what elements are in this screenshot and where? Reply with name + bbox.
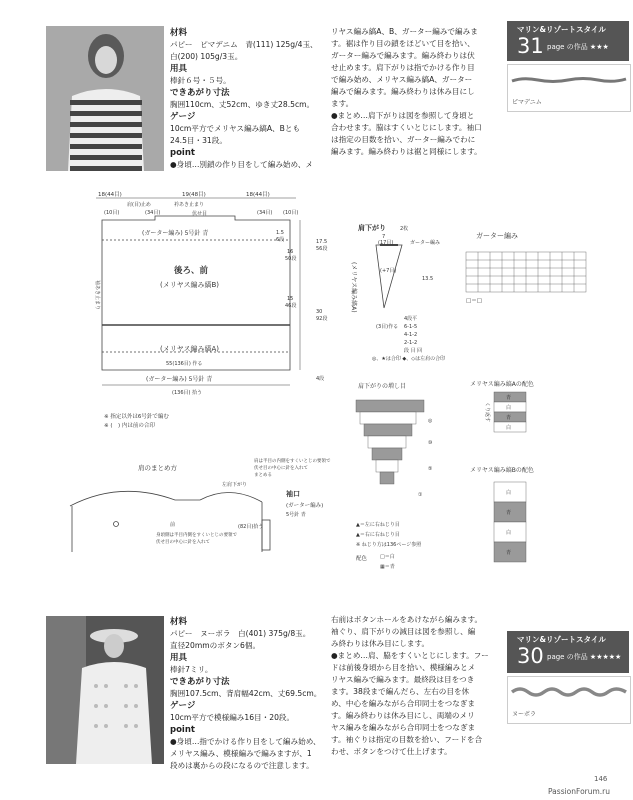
- instruction-line: で編み始め、メリヤス編み縞A、ガーター: [331, 75, 473, 84]
- instructions-bottom: [331, 614, 496, 758]
- instruction-line: ます。38段まで編んだら、左右の目を休: [331, 687, 470, 696]
- stripe-row-label: 青: [506, 415, 512, 421]
- sleeve-pick: (82目)拾う: [238, 524, 264, 530]
- yarn-sample-bottom: [507, 676, 631, 724]
- gauge-label: ゲージ: [170, 701, 196, 711]
- top-label: (34目): [145, 210, 161, 216]
- gauge-line: 10cm平方で模様編み16目・20段。: [170, 713, 295, 722]
- stripe-row-label: 白: [506, 490, 512, 496]
- sleeve-sub: (ガーター編み): [286, 503, 324, 509]
- top-label: 肩(目)止め: [127, 202, 151, 208]
- instruction-line: め、中心を編みながら合印同士をつなぎま: [331, 699, 475, 708]
- shoulder-schematic: [376, 245, 402, 308]
- tools-line: 棒針7ミリ。: [170, 665, 213, 674]
- page-number: 146: [594, 775, 608, 783]
- instruction-line: わせ、ボタンをつけて仕上げます。: [331, 747, 452, 756]
- pattern-diagrams: [0, 180, 633, 590]
- top-label: 伏せ目: [192, 211, 208, 217]
- size-line: 胸囲110cm、丈52cm、ゆき丈28.5cm。: [170, 100, 315, 109]
- shoulder-label: 6-1-5: [404, 324, 418, 330]
- top-label: (10目): [283, 210, 299, 216]
- assembly-label: 伏せ目の中心に針を入れて: [254, 466, 308, 471]
- shoulder-label: 2-1-2: [404, 340, 418, 346]
- repeat-note: くり返す: [484, 402, 490, 423]
- instruction-line: ヤス編みを編みながら合印同士をつなぎま: [331, 723, 476, 732]
- shoulder-label: 13.5: [422, 276, 434, 282]
- dec-title: 肩下がりの増し目: [358, 383, 407, 390]
- model-photo-bottom: [46, 616, 164, 764]
- point-label: point: [170, 725, 195, 735]
- instruction-line: ●まとめ…肩、脇をすくいとじにします。フー: [331, 651, 489, 660]
- watermark: PassionForum.ru: [548, 787, 611, 796]
- yarn-sample-top: [507, 64, 631, 112]
- materials-line: 直径20mmのボタン6個。: [170, 641, 261, 650]
- shoulder-count: 2枚: [400, 226, 409, 232]
- stripe-a-title: メリヤス編み縞Aの配色: [470, 381, 534, 388]
- top-label: 衿あき止まり: [174, 202, 205, 208]
- dec-label: ⑩: [428, 440, 433, 446]
- point-label: point: [170, 148, 195, 158]
- model-photo-top: [46, 26, 164, 171]
- instruction-line: ●まとめ…肩下がりは図を参照して身頃と: [331, 111, 475, 120]
- shoulder-label: ガーター編み: [410, 240, 441, 246]
- dim-label: 17.5: [316, 239, 328, 245]
- banner-page-text: page の作品 ★★★: [547, 43, 609, 51]
- sleeve-needle: 5号針 青: [286, 512, 306, 518]
- instruction-line: み終わりは休み目にします。: [331, 639, 430, 648]
- dim-label: 46段: [285, 303, 297, 309]
- dim-label: 50段: [285, 256, 297, 262]
- banner-number: 30: [517, 644, 544, 668]
- instruction-line: 編みで編みます。編み終わりは休み目にし: [331, 87, 475, 96]
- sleeve-title: 袖口: [286, 490, 300, 498]
- shoulder-label: (17目): [378, 240, 394, 246]
- side-note: 袖あき止まり: [94, 280, 100, 311]
- yarn-strand-icon: [508, 677, 630, 707]
- materials-line: パピー ピマデニム 青(111) 125g/4玉、: [170, 40, 318, 49]
- instruction-line: す。袖ぐりは指定の目数を拾い、フードを合: [331, 735, 483, 744]
- assembly-title: 肩のまとめ方: [138, 464, 177, 472]
- body-schematic: [96, 198, 300, 385]
- width-dim: 18(44目): [246, 192, 270, 198]
- instructions-top: [331, 26, 493, 158]
- body-title: 後ろ、前: [174, 266, 209, 276]
- garter-legend: □＝□: [466, 298, 482, 304]
- shoulder-label: (3目)作る: [376, 324, 399, 330]
- pattern-banner-31: [507, 21, 629, 61]
- note: ※ 指定以外は6号針で編む: [104, 414, 169, 420]
- instruction-line: 袖ぐり、肩下がりの減目は図を参照し、編: [331, 627, 476, 636]
- tools-label: 用具: [170, 64, 188, 74]
- dec-label: ◎: [428, 418, 433, 424]
- banner-title: マリン&リゾートスタイル: [517, 635, 606, 644]
- legend-item: ▲＝右に右ねじり目: [356, 532, 400, 538]
- garter-bottom-label: (ガーター編み) 5号針 青: [146, 376, 213, 383]
- tools-line: 棒針６号・５号。: [170, 76, 231, 85]
- materials-line: パピー ヌーボラ 白(401) 375g/8玉。: [170, 629, 311, 638]
- size-label: できあがり寸法: [170, 677, 230, 687]
- pattern-banner-30: [507, 631, 629, 673]
- dec-chart: [356, 400, 424, 484]
- gauge-label: ゲージ: [170, 112, 196, 122]
- dim-label: 15: [287, 296, 294, 302]
- color-legend-item: □＝白: [380, 554, 395, 560]
- shoulder-label: (+7目): [380, 268, 397, 274]
- shoulder-label: 段 目 回: [404, 348, 423, 354]
- garter-top-label: (ガーター編み) 5号針 青: [142, 230, 209, 237]
- pickup-label: (136目) 拾う: [172, 390, 203, 396]
- garter-chart-title: ガーター編み: [476, 232, 518, 240]
- top-label: (34目): [257, 210, 273, 216]
- point-line: ●身頃…指でかける作り目をして編み始め、: [170, 737, 321, 746]
- width-dim: 19(48目): [182, 192, 206, 198]
- banner-number: 31: [517, 34, 544, 58]
- dim-label: 56段: [316, 246, 328, 252]
- instruction-line: せ止めます。肩下がりは指でかける作り目: [331, 63, 475, 72]
- dim-label: 16: [287, 249, 294, 255]
- instruction-line: は指定の目数を拾い、ガーター編みでわに: [331, 135, 476, 144]
- note: ※ ( ) 内は前の合印: [104, 423, 155, 429]
- legend-item: ※ ねじり方は136ページ参照: [356, 542, 422, 548]
- materials-label: 材料: [170, 28, 188, 38]
- dim-label: 30: [316, 309, 323, 315]
- lower-sub: (メリヤス編み縞A): [160, 345, 219, 353]
- materials-line: 白(200) 105g/3玉。: [170, 52, 243, 61]
- dim-label: 92段: [316, 316, 328, 322]
- instruction-line: 右前はボタンホールをあけながら編みます。: [331, 615, 483, 624]
- stripe-row-label: 青: [506, 550, 512, 556]
- instruction-line: 編みます。編み終わりは裾と同様にします。: [331, 147, 482, 156]
- shoulder-marks: ◎、★は合印 ◆、◇は左肩の合印: [372, 356, 446, 362]
- banner-page-text: page の作品 ★★★★★: [547, 653, 622, 661]
- size-line: 胸囲107.5cm、背肩幅42cm、丈69.5cm。: [170, 689, 322, 698]
- dim-label: 1.5: [276, 230, 284, 236]
- size-label: できあがり寸法: [170, 88, 230, 98]
- instruction-line: リヤス編み縞A、B、ガーター編みで編みま: [331, 27, 478, 36]
- top-label: (10目): [104, 210, 120, 216]
- stripe-row-label: 青: [506, 510, 512, 516]
- assembly-label: 身頃側は半目内側をすくいとじの要領で: [156, 533, 237, 538]
- instruction-line: リヤス編みで編みます。最終段は目をつき: [331, 675, 475, 684]
- banner-title: マリン&リゾートスタイル: [517, 25, 606, 34]
- instruction-line: す。裾は作り目の鎖をほどいて目を拾い、: [331, 39, 475, 48]
- color-legend-item: ▦＝青: [380, 564, 395, 570]
- gauge-line: 10cm平方でメリヤス編み縞A、Bとも: [170, 124, 301, 133]
- garter-chart-grid: [466, 252, 586, 292]
- instruction-line: ます。: [331, 99, 354, 108]
- yarn-name: ピマデニム: [512, 99, 542, 106]
- instruction-line: ドは前後身頃から目を拾い、模様編みとメ: [331, 663, 476, 672]
- gauge-line: 24.5目・31段。: [170, 136, 227, 145]
- assembly-label: 伏せ目の中心に針を入れて: [156, 540, 210, 545]
- instruction-line: す。編み終わりは休み目にし、両端のメリ: [331, 711, 475, 720]
- cast-on-label: 55(136目) 作る: [166, 361, 203, 367]
- instruction-line: ガーター編みで編みます。編み終わりは伏: [331, 51, 475, 60]
- point-line: メリヤス編み、模様編みで編みますが、1: [170, 749, 312, 758]
- legend-item: ▲＝左に右ねじり目: [356, 522, 400, 528]
- materials-block-bottom: [170, 616, 325, 772]
- materials-block-top: [170, 27, 320, 171]
- dec-label: ①: [418, 492, 423, 498]
- width-dim: 18(44目): [98, 192, 122, 198]
- materials-label: 材料: [170, 617, 188, 627]
- stripe-b-title: メリヤス編み縞Bの配色: [470, 467, 534, 474]
- shoulder-label: 7: [382, 234, 386, 240]
- shoulder-label: 4段平: [404, 316, 418, 322]
- shoulder-label: 4-1-2: [404, 332, 418, 338]
- point-line: 段めは裏からの段になるので注意します。: [170, 761, 314, 770]
- shoulder-label: (メリヤス編み縞A): [350, 262, 357, 313]
- assembly-label: 左肩下がり: [222, 482, 248, 488]
- body-sub: (メリヤス編み縞B): [160, 281, 219, 289]
- dim-label: 6段: [276, 237, 285, 243]
- point-line: ●身頃…別鎖の作り目をして編み始め、メ: [170, 160, 314, 169]
- stripe-row-label: 白: [506, 405, 512, 411]
- assembly-label: 前: [170, 522, 176, 528]
- assembly-label: 肩は半目の内側をすくいとじの要領で: [254, 459, 331, 464]
- stripe-row-label: 白: [506, 425, 512, 431]
- dim-label: 4段: [316, 376, 325, 382]
- yarn-strand-icon: [508, 65, 630, 95]
- tools-label: 用具: [170, 653, 188, 663]
- assembly-label: まとめる: [254, 473, 272, 478]
- dec-label: ⑤: [428, 466, 433, 472]
- stripe-row-label: 白: [506, 530, 512, 536]
- instruction-line: 合わせます。脇はすくいとじにします。袖口: [331, 123, 482, 132]
- yarn-name: ヌーボラ: [512, 711, 537, 718]
- stripe-row-label: 青: [506, 395, 512, 401]
- color-title: 配色: [356, 556, 368, 562]
- shoulder-title: 肩下がり: [358, 224, 386, 232]
